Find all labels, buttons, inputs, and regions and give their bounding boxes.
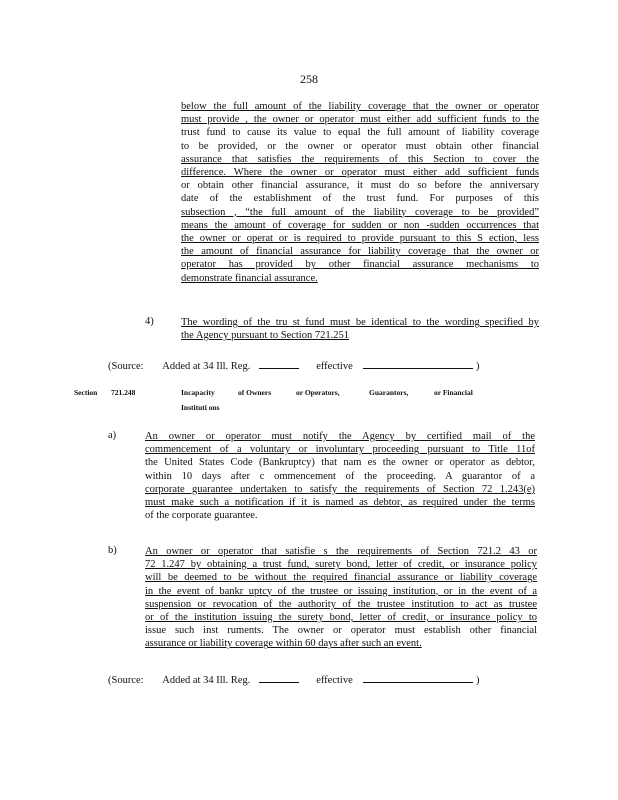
item-b-line: issue such inst ruments. The owner or operator must establish other financial (145, 625, 537, 637)
paragraph-line: the owner or operat or is required to provide pursuant to this S ection, less (181, 233, 539, 245)
item-b-line: in the event of bankr uptcy of the trustee or issuing institution, or in the event of a (145, 585, 537, 597)
item-b-line: An owner or operator that satisfie s the requirements of Section 721.2 43 or (145, 546, 537, 557)
section-title-word: of Owners (238, 388, 272, 397)
continuation-paragraph (181, 100, 539, 285)
item-b-text (145, 545, 537, 651)
register-volume-blank (259, 358, 299, 369)
source-note (108, 358, 479, 372)
item-a-line: within 10 days after c ommencement of the proceeding. A guarantor of a (145, 470, 535, 482)
item-a-line: An owner or operator must notify the Agency by certified mail of the (145, 431, 535, 442)
item-b-line: will be deemed to be without the required financial assurance or liability coverage (145, 572, 537, 584)
effective-date-blank (363, 358, 473, 369)
paragraph-line: means the amount of coverage for sudden or non -sudden occurrences that (181, 219, 539, 231)
paragraph-line: the amount of financial assurance for liability coverage that the owner or (181, 246, 539, 258)
section-label: Section (74, 388, 98, 397)
source-effective-text: effective (316, 361, 353, 372)
source-note (108, 672, 479, 686)
item-4-line: the Agency pursuant to Section 721.251 (181, 330, 349, 342)
effective-date-blank (363, 672, 473, 683)
item-a-marker: a) (108, 430, 117, 441)
section-title-line2: Instituti ons (181, 403, 220, 412)
paragraph-line: below the full amount of the liability coverage that the owner or operator (181, 101, 539, 112)
source-added-text: Added at 34 Ill. Reg. (162, 361, 251, 372)
section-title-word: Guarantors, (369, 388, 409, 397)
item-4-line: The wording of the tru st fund must be identical to the wording specified by (181, 317, 539, 328)
paragraph-line: date of the establishment of the trust fund. For purposes of this (181, 193, 539, 205)
section-number: 721.248 (111, 388, 136, 397)
item-4-text (181, 316, 539, 342)
item-b-line: or of the institution issuing the surety bond, letter of credit, or insurance policy to (145, 612, 537, 624)
page-number: 258 (300, 72, 318, 86)
item-a-line: must make such a notification if it is named as debtor, as required under the terms (145, 497, 535, 509)
register-volume-blank (259, 672, 299, 683)
paragraph-line: difference. Where the owner or operator must either add sufficient funds (181, 167, 539, 179)
item-b-line: 72 1.247 by obtaining a trust fund, surety bond, letter of credit, or insurance policy (145, 559, 537, 571)
source-close: ) (475, 675, 480, 686)
section-title-word: or Operators, (296, 388, 340, 397)
item-b-marker: b) (108, 545, 117, 556)
paragraph-line: to be provided, or the owner or operator must obtain other financial (181, 140, 539, 152)
section-title-word: Incapacity (181, 388, 215, 397)
source-label: (Source: (108, 361, 144, 372)
paragraph-line: operator has provided by other financial assurance mechanisms to (181, 259, 539, 271)
item-b-line: assurance or liability coverage within 60 days after such an event. (145, 638, 422, 650)
item-a-line: the United States Code (Bankruptcy) that nam es the owner or operator as debtor, (145, 457, 535, 469)
paragraph-line: trust fund to cause its value to equal the full amount of liability coverage (181, 127, 539, 139)
paragraph-line: assurance that satisfies the requirements of this Section to cover the (181, 153, 539, 165)
item-a-text (145, 430, 535, 522)
source-effective-text: effective (316, 675, 353, 686)
item-b-line: suspension or revocation of the authority of the trustee institution to act as trustee (145, 598, 537, 610)
item-a-line: corporate guarantee undertaken to satisfy the requirements of Section 72 1.243(e) (145, 483, 535, 495)
source-label: (Source: (108, 675, 144, 686)
item-a-line: commencement of a voluntary or involuntary proceeding pursuant to Title 11of (145, 444, 535, 456)
item-4-marker: 4) (145, 316, 154, 327)
item-a-line: of the corporate guarantee. (145, 510, 258, 522)
source-added-text: Added at 34 Ill. Reg. (162, 675, 251, 686)
paragraph-line: or obtain other financial assurance, it must do so before the anniversary (181, 180, 539, 192)
section-title-word: or Financial (434, 388, 473, 397)
paragraph-line: must provide , the owner or operator must either add sufficient funds to the (181, 114, 539, 126)
paragraph-line: demonstrate financial assurance. (181, 272, 318, 284)
paragraph-line: subsection , “the full amount of the liability coverage to be provided” (181, 206, 539, 218)
source-close: ) (475, 361, 480, 372)
